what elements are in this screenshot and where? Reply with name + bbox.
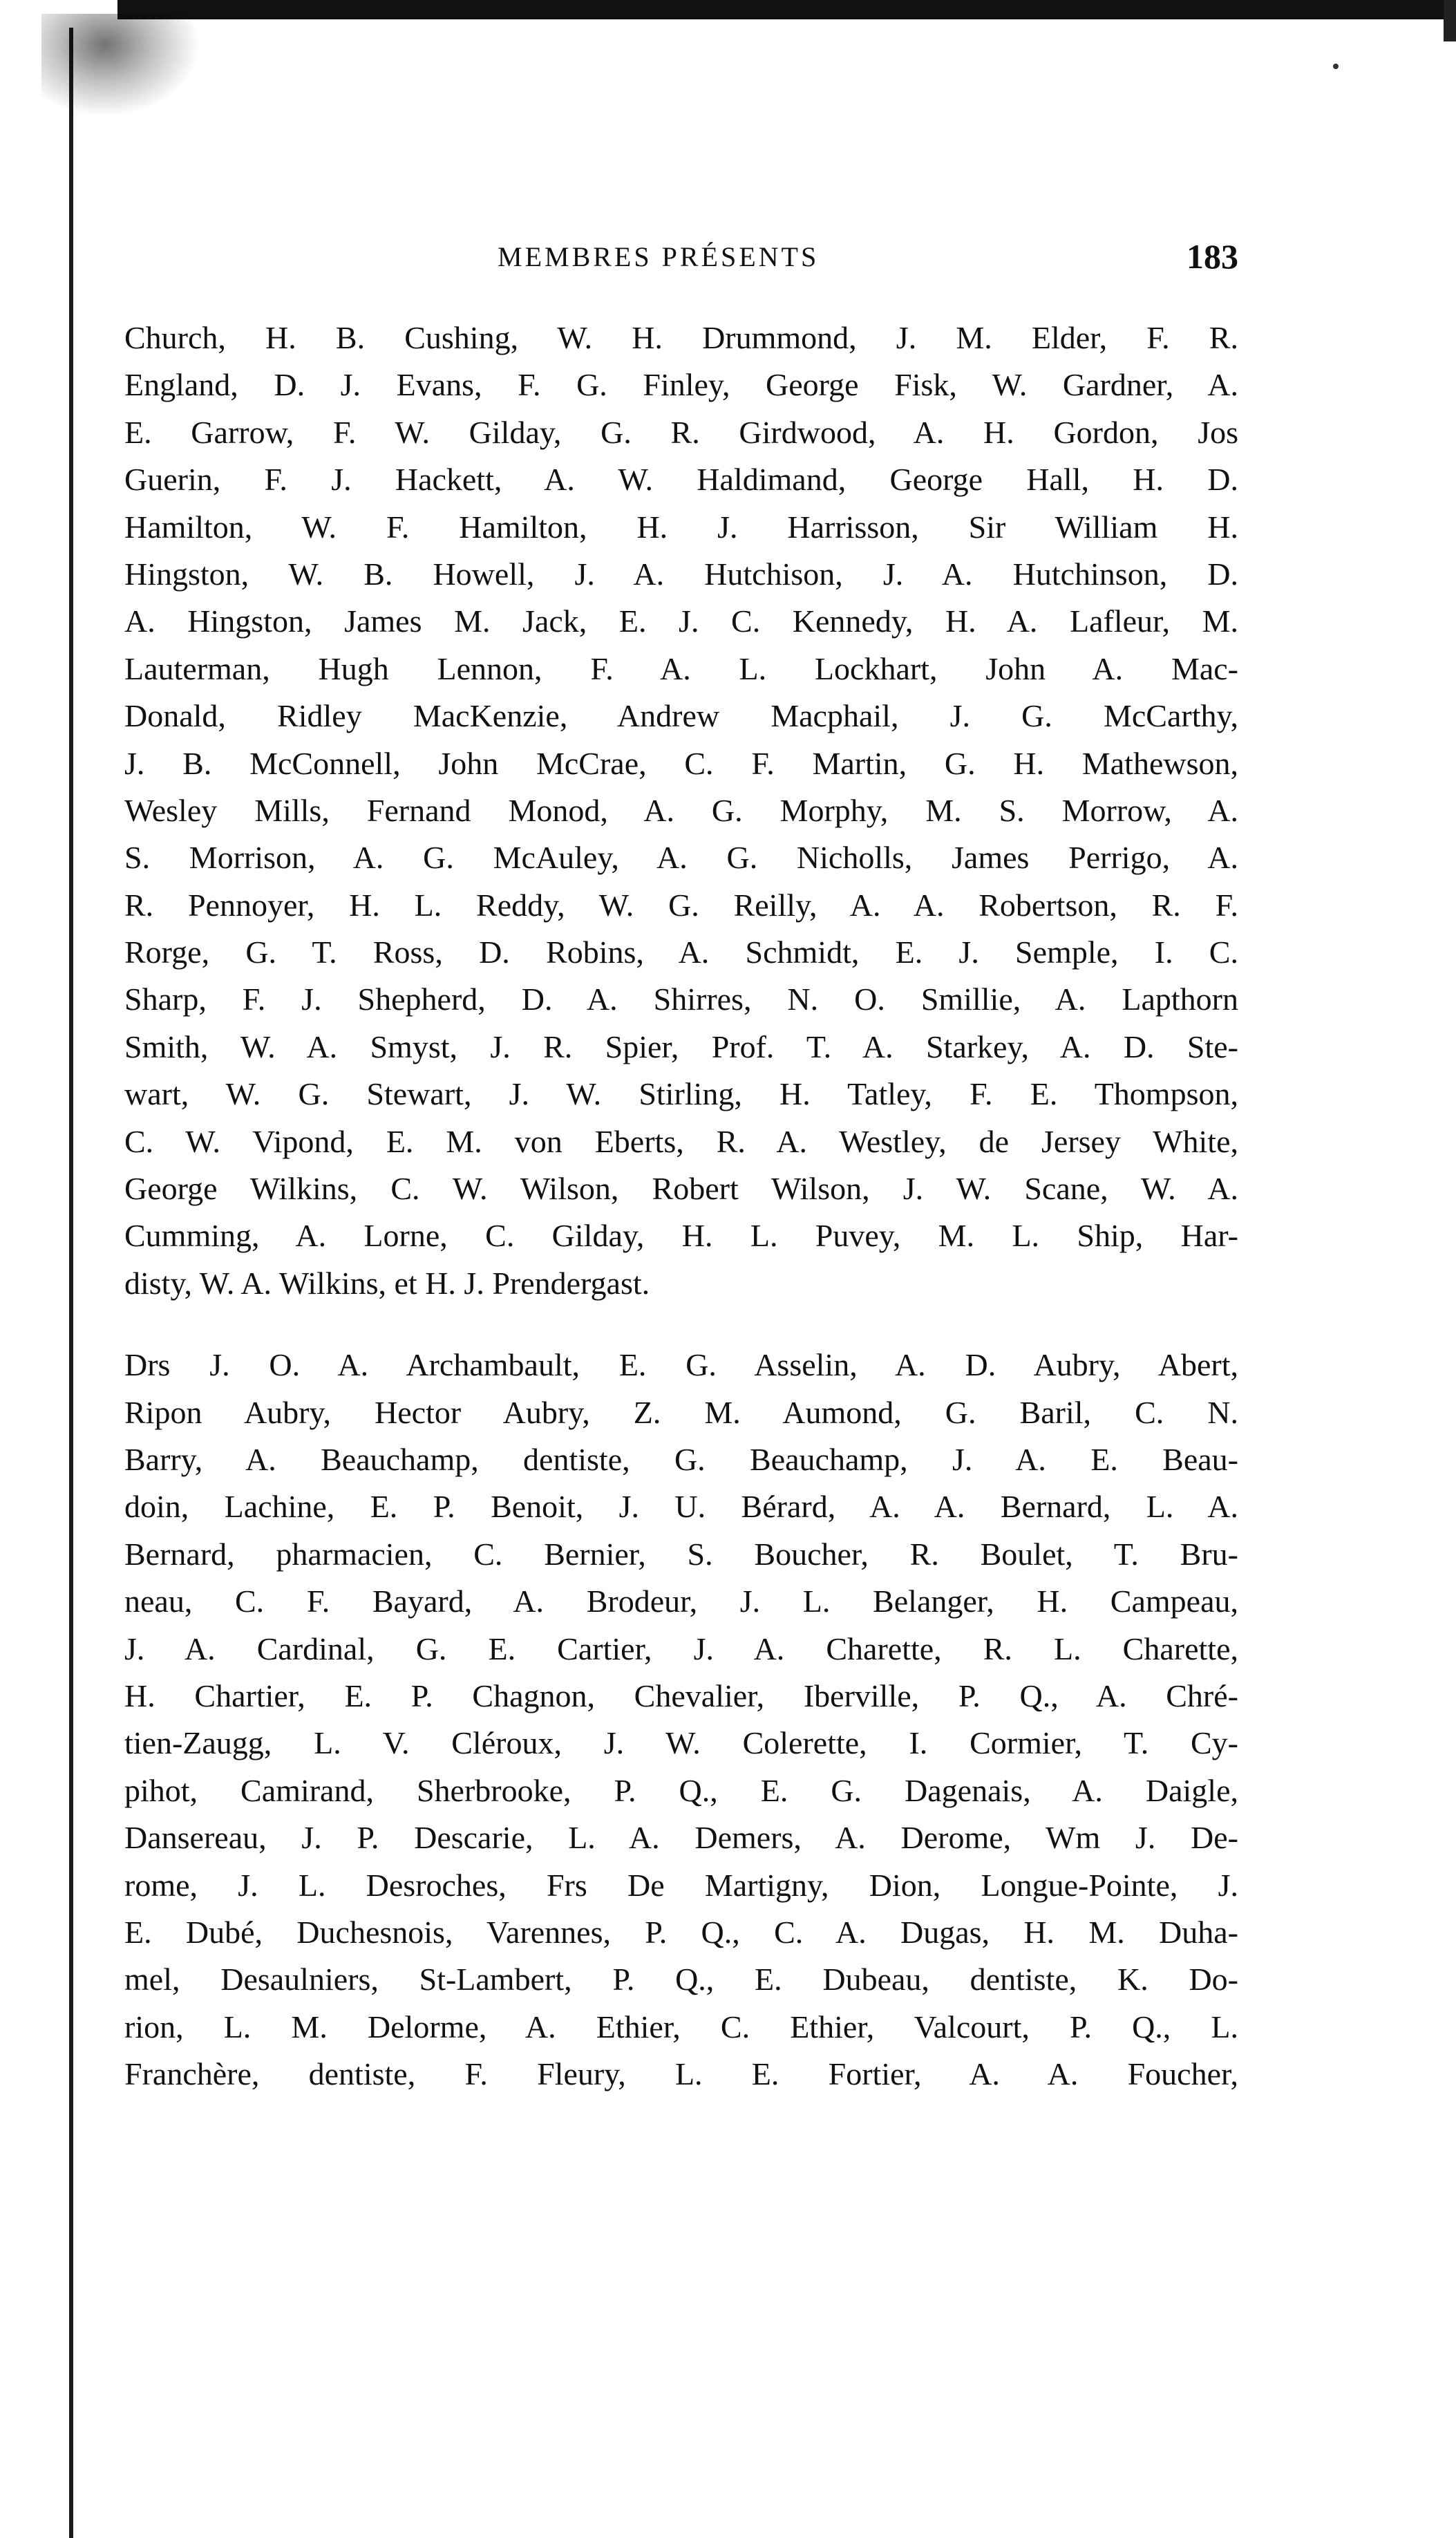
- text-line: doin, Lachine, E. P. Benoit, J. U. Bérard, A. A. Bernard, L. A.: [124, 1489, 1238, 1525]
- running-head: [124, 236, 1238, 285]
- text-line: Rorge, G. T. Ross, D. Robins, A. Schmidt, E. J. Semple, I. C.: [124, 934, 1238, 970]
- text-line: Cumming, A. Lorne, C. Gilday, H. L. Puvey, M. L. Ship, Har-: [124, 1218, 1238, 1254]
- text-line: Hamilton, W. F. Hamilton, H. J. Harrisson, Sir William H.: [124, 509, 1238, 545]
- text-line: disty, W. A. Wilkins, et H. J. Prendergast.: [124, 1265, 650, 1301]
- text-line: A. Hingston, James M. Jack, E. J. C. Kennedy, H. A. Lafleur, M.: [124, 603, 1238, 639]
- scan-smudge: [41, 14, 200, 118]
- text-line: mel, Desaulniers, St-Lambert, P. Q., E. Dubeau, dentiste, K. Do-: [124, 1962, 1238, 1998]
- text-line: Bernard, pharmacien, C. Bernier, S. Boucher, R. Boulet, T. Bru-: [124, 1536, 1238, 1572]
- text-line: neau, C. F. Bayard, A. Brodeur, J. L. Belanger, H. Campeau,: [124, 1583, 1238, 1619]
- page-number: 183: [1186, 237, 1238, 276]
- text-line: Hingston, W. B. Howell, J. A. Hutchison, J. A. Hutchinson, D.: [124, 556, 1238, 592]
- text-line: wart, W. G. Stewart, J. W. Stirling, H. Tatley, F. E. Thompson,: [124, 1076, 1238, 1112]
- text-line: England, D. J. Evans, F. G. Finley, George Fisk, W. Gardner, A.: [124, 367, 1238, 403]
- text-block: [124, 314, 1238, 2098]
- text-line: E. Dubé, Duchesnois, Varennes, P. Q., C. A. Dugas, H. M. Duha-: [124, 1914, 1238, 1950]
- text-line: Smith, W. A. Smyst, J. R. Spier, Prof. T. A. Starkey, A. D. Ste-: [124, 1028, 1238, 1064]
- text-line: J. A. Cardinal, G. E. Cartier, J. A. Charette, R. L. Charette,: [124, 1630, 1238, 1666]
- paragraph-doctors-list: [124, 1342, 1238, 2098]
- text-line: J. B. McConnell, John McCrae, C. F. Martin, G. H. Mathewson,: [124, 745, 1238, 781]
- text-line: Barry, A. Beauchamp, dentiste, G. Beauchamp, J. A. E. Beau-: [124, 1441, 1238, 1477]
- scan-corner-mark: [1444, 0, 1456, 41]
- text-line: Donald, Ridley MacKenzie, Andrew Macphail, J. G. McCarthy,: [124, 698, 1238, 734]
- scan-border-top: [117, 0, 1456, 19]
- text-line: Drs J. O. A. Archambault, E. G. Asselin, A. D. Aubry, Abert,: [124, 1347, 1238, 1383]
- running-title: MEMBRES PRÉSENTS: [498, 241, 820, 272]
- scan-border-left: [69, 28, 73, 2538]
- text-line: C. W. Vipond, E. M. von Eberts, R. A. Westley, de Jersey White,: [124, 1123, 1238, 1159]
- text-line: George Wilkins, C. W. Wilson, Robert Wilson, J. W. Scane, W. A.: [124, 1171, 1238, 1207]
- text-line: S. Morrison, A. G. McAuley, A. G. Nicholls, James Perrigo, A.: [124, 840, 1238, 876]
- text-line: pihot, Camirand, Sherbrooke, P. Q., E. G. Dagenais, A. Daigle,: [124, 1772, 1238, 1808]
- paragraph-members-list: [124, 314, 1238, 1307]
- text-line: R. Pennoyer, H. L. Reddy, W. G. Reilly, A. A. Robertson, R. F.: [124, 887, 1238, 923]
- text-line: rion, L. M. Delorme, A. Ethier, C. Ethier, Valcourt, P. Q., L.: [124, 2009, 1238, 2044]
- text-line: H. Chartier, E. P. Chagnon, Chevalier, Iberville, P. Q., A. Chré-: [124, 1677, 1238, 1713]
- text-line: Guerin, F. J. Hackett, A. W. Haldimand, George Hall, H. D.: [124, 462, 1238, 498]
- text-line: tien-Zaugg, L. V. Cléroux, J. W. Colerette, I. Cormier, T. Cy-: [124, 1725, 1238, 1761]
- text-line: Franchère, dentiste, F. Fleury, L. E. Fortier, A. A. Foucher,: [124, 2056, 1238, 2092]
- text-line: Sharp, F. J. Shepherd, D. A. Shirres, N. O. Smillie, A. Lapthorn: [124, 981, 1238, 1017]
- text-line: Lauterman, Hugh Lennon, F. A. L. Lockhart, John A. Mac-: [124, 650, 1238, 686]
- text-line: E. Garrow, F. W. Gilday, G. R. Girdwood, A. H. Gordon, Jos: [124, 414, 1238, 450]
- text-line: Dansereau, J. P. Descarie, L. A. Demers, A. Derome, Wm J. De-: [124, 1820, 1238, 1856]
- text-line: Wesley Mills, Fernand Monod, A. G. Morphy, M. S. Morrow, A.: [124, 792, 1238, 828]
- text-line: Church, H. B. Cushing, W. H. Drummond, J. M. Elder, F. R.: [124, 320, 1238, 355]
- text-line: Ripon Aubry, Hector Aubry, Z. M. Aumond, G. Baril, C. N.: [124, 1394, 1238, 1430]
- text-line: rome, J. L. Desroches, Frs De Martigny, Dion, Longue-Pointe, J.: [124, 1867, 1238, 1903]
- scan-speck: [1333, 64, 1339, 69]
